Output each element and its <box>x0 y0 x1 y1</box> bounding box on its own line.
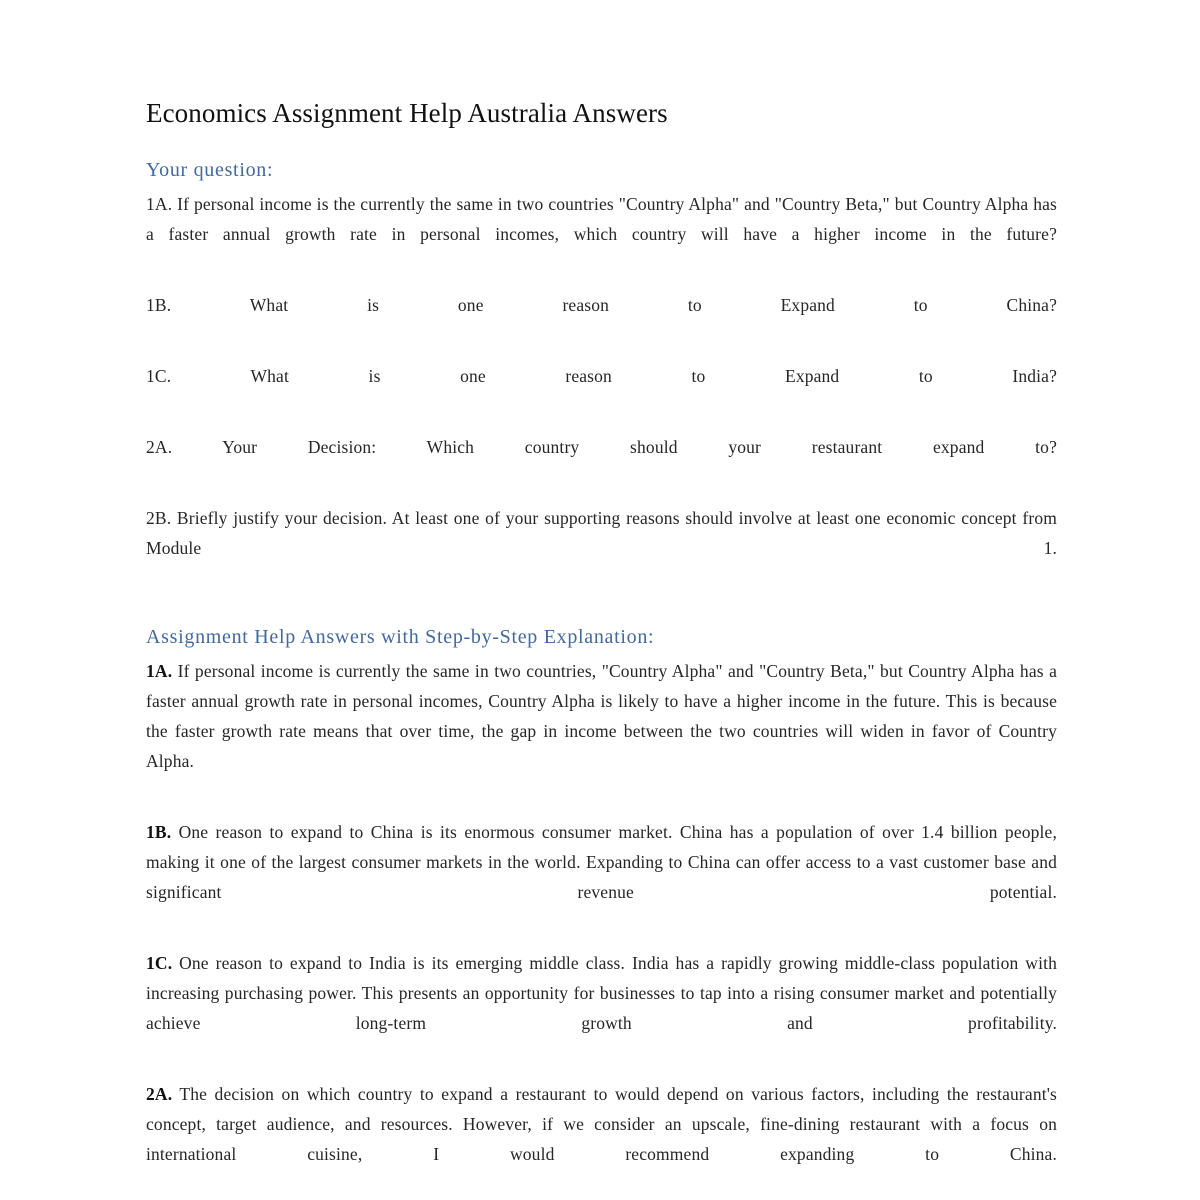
paragraph-text: 2A. Your Decision: Which country should your restaurant expand to? <box>146 437 1057 457</box>
paragraph-label: 1A. <box>146 661 173 681</box>
question-paragraph-1b <box>146 290 1057 350</box>
paragraph-label: 1C. <box>146 953 173 973</box>
answer-paragraph-2a <box>146 1079 1057 1199</box>
paragraph-text: One reason to expand to China is its enormous consumer market. China has a population of over 1.4 billion people, making it one of the largest consumer markets in the world. Expanding to China can offer access to a vast customer base and significant revenue potential. <box>146 822 1057 902</box>
paragraph-text: 1B. What is one reason to Expand to China? <box>146 295 1057 315</box>
question-paragraph-1a <box>146 189 1057 279</box>
document-content <box>146 96 1057 1199</box>
answer-paragraph-1b <box>146 817 1057 937</box>
section-heading-your-question: Your question: <box>146 159 274 181</box>
question-paragraph-2b <box>146 503 1057 593</box>
section-heading-answers: Assignment Help Answers with Step-by-Step Explanation: <box>146 626 655 648</box>
paragraph-text: One reason to expand to India is its emerging middle class. India has a rapidly growing middle-class population with increasing purchasing power. This presents an opportunity for businesses to tap into a rising consumer market and potentially achieve long-term growth and profitability. <box>146 953 1057 1033</box>
paragraph-text: 1A. If personal income is the currently the same in two countries "Country Alpha" and "Country Beta," but Country Alpha has a faster annual growth rate in personal incomes, which country will have a higher income in the future? <box>146 194 1057 244</box>
paragraph-text: If personal income is currently the same in two countries, "Country Alpha" and "Country Beta," but Country Alpha has a faster annual growth rate in personal incomes, Country Alpha is likely to have a higher income in the future. This is because the faster growth rate means that over time, the gap in income between the two countries will widen in favor of Country Alpha. <box>146 661 1057 771</box>
question-paragraph-2a <box>146 432 1057 492</box>
paragraph-text: The decision on which country to expand a restaurant to would depend on various factors, including the restaurant's concept, target audience, and resources. However, if we consider an upscale, fine-dining restaurant with a focus on international cuisine, I would recommend expanding to China. <box>146 1084 1057 1164</box>
paragraph-label: 1B. <box>146 822 172 842</box>
answer-paragraph-1c <box>146 948 1057 1068</box>
paragraph-label: 2A. <box>146 1084 173 1104</box>
paragraph-text: 1C. What is one reason to Expand to India? <box>146 366 1057 386</box>
answer-paragraph-1a <box>146 656 1057 806</box>
paragraph-text: 2B. Briefly justify your decision. At least one of your supporting reasons should involve at least one economic concept from Module 1. <box>146 508 1057 558</box>
page-title: Economics Assignment Help Australia Answers <box>146 98 668 128</box>
question-paragraph-1c <box>146 361 1057 421</box>
